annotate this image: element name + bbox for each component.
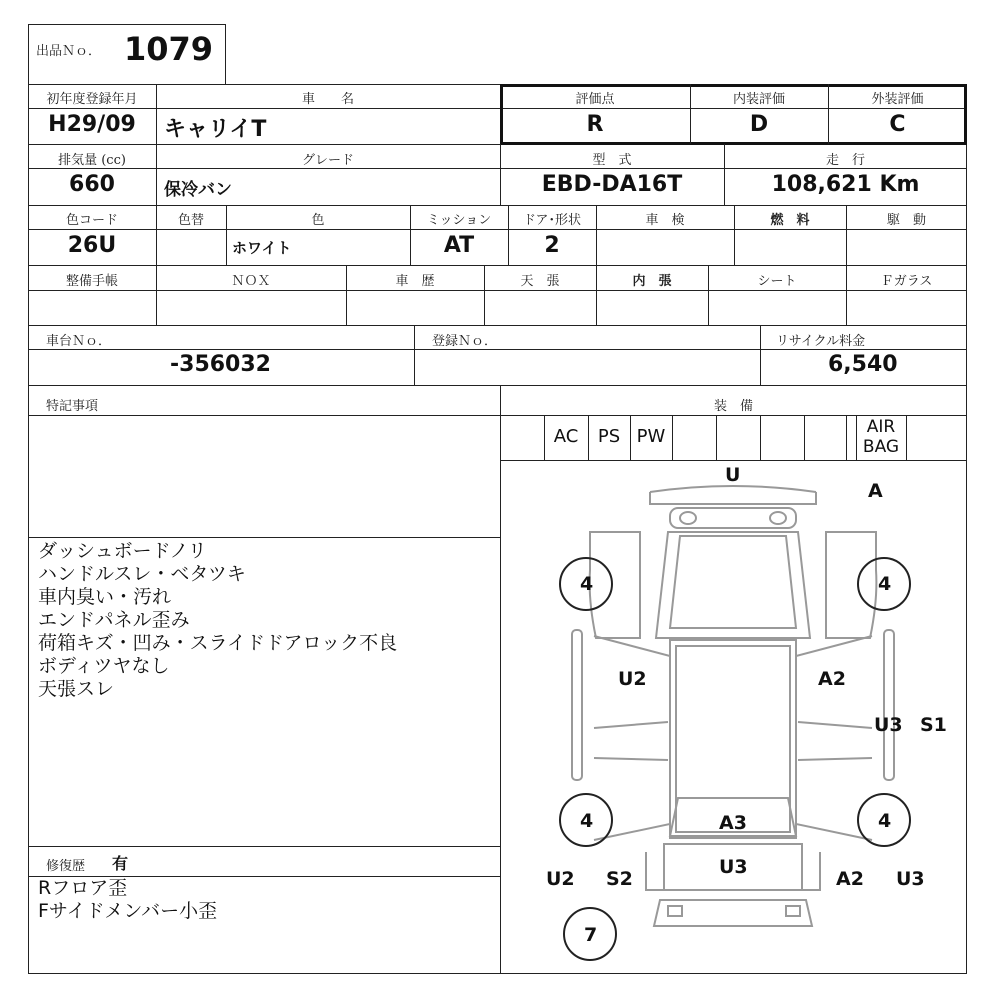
mission-label: ミッション — [426, 213, 492, 228]
name-label: 車 名 — [301, 92, 354, 107]
damage-u3-rear: U3 — [719, 856, 748, 878]
colorcode-value: 26U — [67, 233, 117, 258]
repaint-label: 色替 — [177, 213, 204, 228]
tire-rear-right: 4 — [878, 810, 892, 832]
equip-item-airbag: AIR BAG — [862, 417, 900, 457]
color-label: 色 — [311, 213, 325, 228]
disp-label: 排気量 (cc) — [58, 153, 126, 168]
colorcode-label: 色コード — [65, 213, 118, 228]
equipment-label: 装 備 — [713, 399, 753, 414]
damage-s2-bottom: S2 — [606, 868, 633, 890]
chassis-value: -356032 — [170, 352, 271, 377]
damage-a3-rear: A3 — [719, 812, 747, 834]
door-label: ドア･形状 — [522, 213, 582, 228]
damage-u-front: U — [725, 464, 741, 486]
listing-number: 1079 — [124, 30, 214, 68]
equipment-row — [500, 415, 967, 460]
remark-line: 天張スレ — [38, 678, 115, 700]
exterior-value: C — [889, 112, 906, 137]
color-value: ホワイト — [232, 239, 292, 257]
remark-line: エンドパネル歪み — [38, 609, 190, 631]
regno-label: 登録Ｎｏ． — [432, 334, 498, 349]
remark-line: 荷箱キズ・凹み・スライドドアロック不良 — [38, 632, 398, 654]
equip-item-ac: AC — [553, 426, 579, 447]
glass-label: Ｆガラス — [880, 274, 933, 289]
interior-trim-label: 内 張 — [632, 274, 672, 289]
repair-list — [38, 877, 217, 923]
interior-label: 内装評価 — [732, 92, 785, 107]
damage-u3-bottom: U3 — [896, 868, 925, 890]
exterior-label: 外装評価 — [871, 92, 924, 107]
remark-line: ボディツヤなし — [38, 655, 170, 677]
damage-a-front-right: A — [868, 480, 883, 502]
recycle-value: 6,540 — [828, 352, 898, 377]
history-label: 車 歴 — [395, 274, 435, 289]
chassis-label: 車台Ｎｏ． — [46, 334, 112, 349]
disp-value: 660 — [69, 172, 115, 197]
reg-value: H29/09 — [48, 112, 136, 137]
tire-rear-left: 4 — [580, 810, 594, 832]
maint-label: 整備手帳 — [65, 274, 118, 289]
mileage-value: 108,621 Km — [771, 172, 920, 197]
mission-value: AT — [443, 233, 475, 258]
repair-value: 有 — [112, 854, 129, 873]
damage-a2-right: A2 — [818, 668, 846, 690]
seat-label: シート — [757, 274, 797, 289]
nox-label: ＮＯＸ — [231, 274, 271, 289]
tire-front-left: 4 — [580, 573, 594, 595]
remark-line: ダッシュボードノリ — [38, 540, 207, 562]
drive-label: 駆 動 — [886, 213, 926, 228]
mileage-label: 走 行 — [825, 153, 865, 168]
model-value: EBD-DA16T — [541, 172, 683, 197]
remarks-label: 特記事項 — [46, 399, 99, 414]
repair-line: Rフロア歪 — [38, 877, 128, 899]
interior-value: D — [749, 112, 769, 137]
listing-label: 出品Ｎｏ． — [36, 44, 102, 59]
score-label: 評価点 — [575, 92, 615, 107]
equip-item-ps: PS — [597, 426, 621, 447]
door-value: 2 — [544, 233, 560, 258]
damage-u2-left: U2 — [618, 668, 647, 690]
inspection-label: 車 検 — [645, 213, 685, 228]
damage-a2-bottom: A2 — [836, 868, 864, 890]
remark-line: ハンドルスレ・ベタツキ — [38, 563, 246, 585]
recycle-label: リサイクル料金 — [776, 334, 866, 349]
remarks-list — [38, 540, 397, 701]
score-value: R — [586, 112, 604, 137]
damage-u2-bottom: U2 — [546, 868, 575, 890]
spare-tire: 7 — [584, 924, 598, 946]
remark-line: 車内臭い・汚れ — [38, 586, 172, 608]
repair-line: Fサイドメンバー小歪 — [38, 900, 218, 922]
grade-label: グレード — [301, 153, 354, 168]
name-value: キャリイT — [164, 117, 267, 142]
model-label: 型 式 — [592, 153, 632, 168]
reg-label: 初年度登録年月 — [46, 92, 138, 107]
grade-value: 保冷バン — [164, 180, 232, 200]
repair-label: 修復歴 — [46, 859, 86, 874]
tire-front-right: 4 — [878, 573, 892, 595]
damage-u3-right: U3 — [874, 714, 903, 736]
damage-s1-right: S1 — [920, 714, 947, 736]
fuel-label: 燃 料 — [770, 213, 810, 228]
ceiling-label: 天 張 — [520, 274, 560, 289]
equip-item-pw: PW — [636, 426, 666, 447]
